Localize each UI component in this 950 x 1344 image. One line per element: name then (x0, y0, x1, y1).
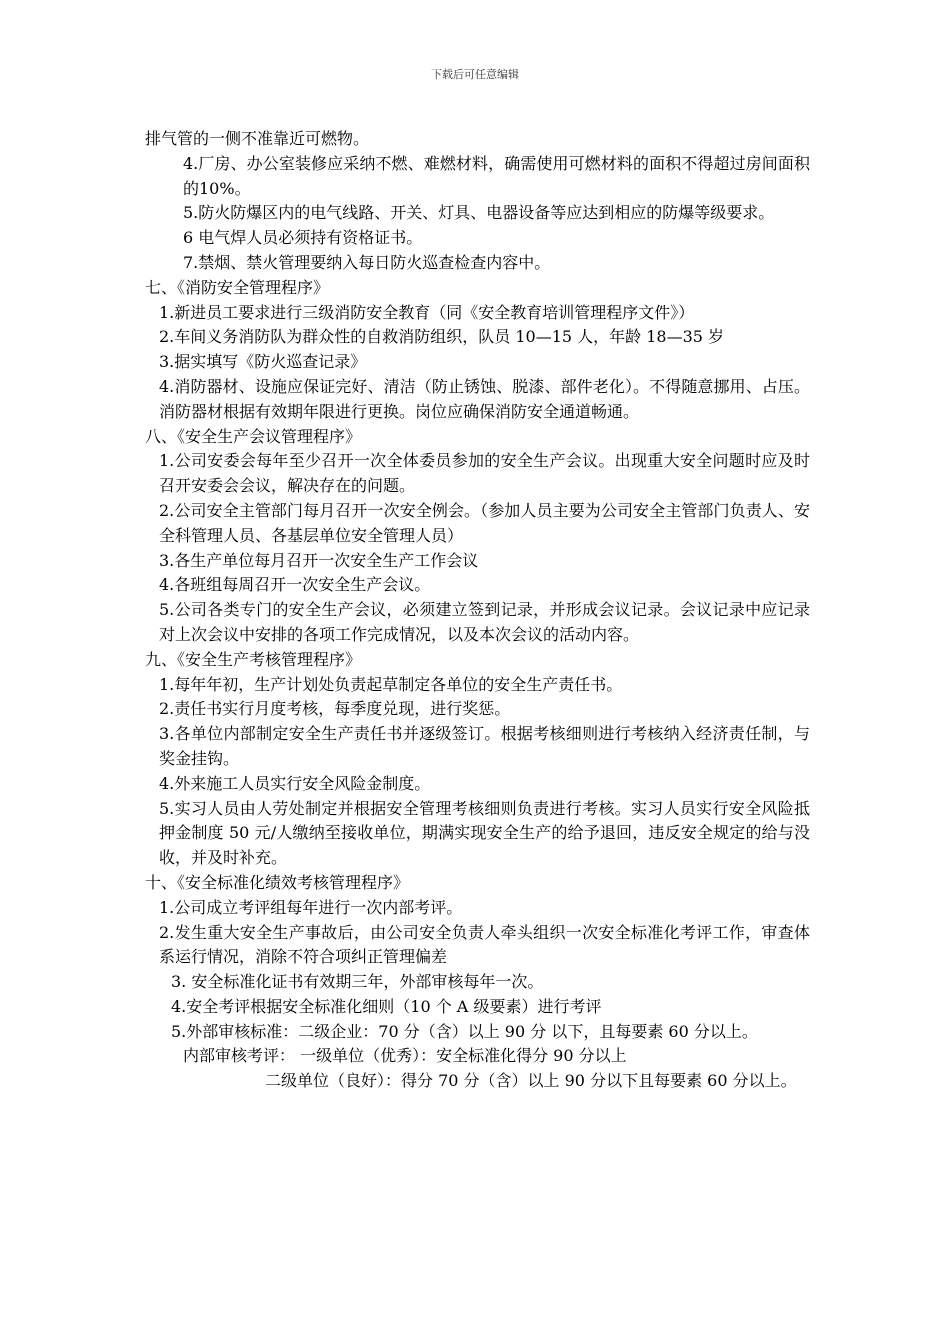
section-heading: 八、《安全生产会议管理程序》 (145, 426, 362, 446)
paragraph: 2.责任书实行月度考核，每季度兑现，进行奖惩。 (159, 699, 511, 719)
section-heading: 七、《消防安全管理程序》 (145, 277, 330, 297)
paragraph: 5.公司各类专门的安全生产会议，必须建立签到记录，并形成会议记录。会议记录中应记录对上次会议中安排的各项工作完成情况，以及本次会议的活动内容。 (159, 600, 810, 644)
paragraph: 4.安全考评根据安全标准化细则（10 个 A 级要素）进行考评 (171, 996, 602, 1016)
paragraph: 2.发生重大安全生产事故后，由公司安全负责人牵头组织一次安全标准化考评工作，审查体系运行情况，消除不符合项纠正管理偏差 (159, 922, 810, 967)
paragraph: 2.公司安全主管部门每月召开一次安全例会。（参加人员主要为公司安全主管部门负责人、安全科管理人员、各基层单位安全管理人员） (159, 500, 810, 545)
paragraph: 3.据实填写《防火巡查记录》 (159, 352, 367, 372)
paragraph: 7.禁烟、禁火管理要纳入每日防火巡查检查内容中。 (183, 252, 551, 272)
paragraph: 6 电气焊人员必须持有资格证书。 (183, 228, 423, 248)
section-heading: 九、《安全生产考核管理程序》 (145, 649, 362, 669)
paragraph: 5.防火防爆区内的电气线路、开关、灯具、电器设备等应达到相应的防爆等级要求。 (183, 203, 775, 223)
paragraph: 二级单位（良好）：得分 70 分（含）以上 90 分以下且每要素 60 分以上。 (265, 1071, 797, 1091)
paragraph: 4.厂房、办公室装修应采纳不燃、难燃材料，确需使用可燃材料的面积不得超过房间面积的10%。 (183, 153, 810, 198)
paragraph: 3. 安全标准化证书有效期三年，外部审核每年一次。 (171, 972, 544, 992)
paragraph: 4.各班组每周召开一次安全生产会议。 (159, 575, 431, 595)
page-header-note: 下载后可任意编辑 (431, 68, 519, 81)
document-body (145, 127, 810, 1094)
paragraph: 内部审核考评： 一级单位（优秀）：安全标准化得分 90 分以上 (183, 1046, 627, 1066)
paragraph: 5.外部审核标准：二级企业：70 分（含）以上 90 分 以下，且每要素 60 分以上。 (171, 1021, 758, 1041)
paragraph: 5.实习人员由人劳处制定并根据安全管理考核细则负责进行考核。实习人员实行安全风险抵押金制度 50 元/人缴纳至接收单位，期满实现安全生产的给予退回，违反安全规定的给与没收，并及时补充。 (159, 798, 810, 868)
paragraph-line: 排气管的一侧不准靠近可燃物。 (145, 129, 370, 148)
paragraph: 3.各生产单位每月召开一次安全生产工作会议 (159, 550, 479, 570)
paragraph: 1.公司成立考评组每年进行一次内部考评。 (159, 897, 463, 917)
paragraph: 1.新进员工要求进行三级消防安全教育（同《安全教育培训管理程序文件》） (159, 302, 695, 322)
paragraph: 4.消防器材、设施应保证完好、清洁（防止锈蚀、脱漆、部件老化）。不得随意挪用、占压。消防器材根据有效期年限进行更换。岗位应确保消防安全通道畅通。 (159, 376, 810, 421)
section-heading: 十、《安全标准化绩效考核管理程序》 (145, 872, 410, 892)
paragraph: 1.公司安委会每年至少召开一次全体委员参加的安全生产会议。出现重大安全问题时应及时召开安委会会议，解决存在的问题。 (159, 451, 810, 496)
paragraph: 3.各单位内部制定安全生产责任书并逐级签订。根据考核细则进行考核纳入经济责任制，与奖金挂钩。 (159, 724, 810, 768)
paragraph: 1.每年年初，生产计划处负责起草制定各单位的安全生产责任书。 (159, 674, 623, 694)
paragraph: 4.外来施工人员实行安全风险金制度。 (159, 773, 431, 793)
paragraph: 2.车间义务消防队为群众性的自救消防组织，队员 10—15 人，年龄 18—35 岁 (159, 327, 725, 347)
